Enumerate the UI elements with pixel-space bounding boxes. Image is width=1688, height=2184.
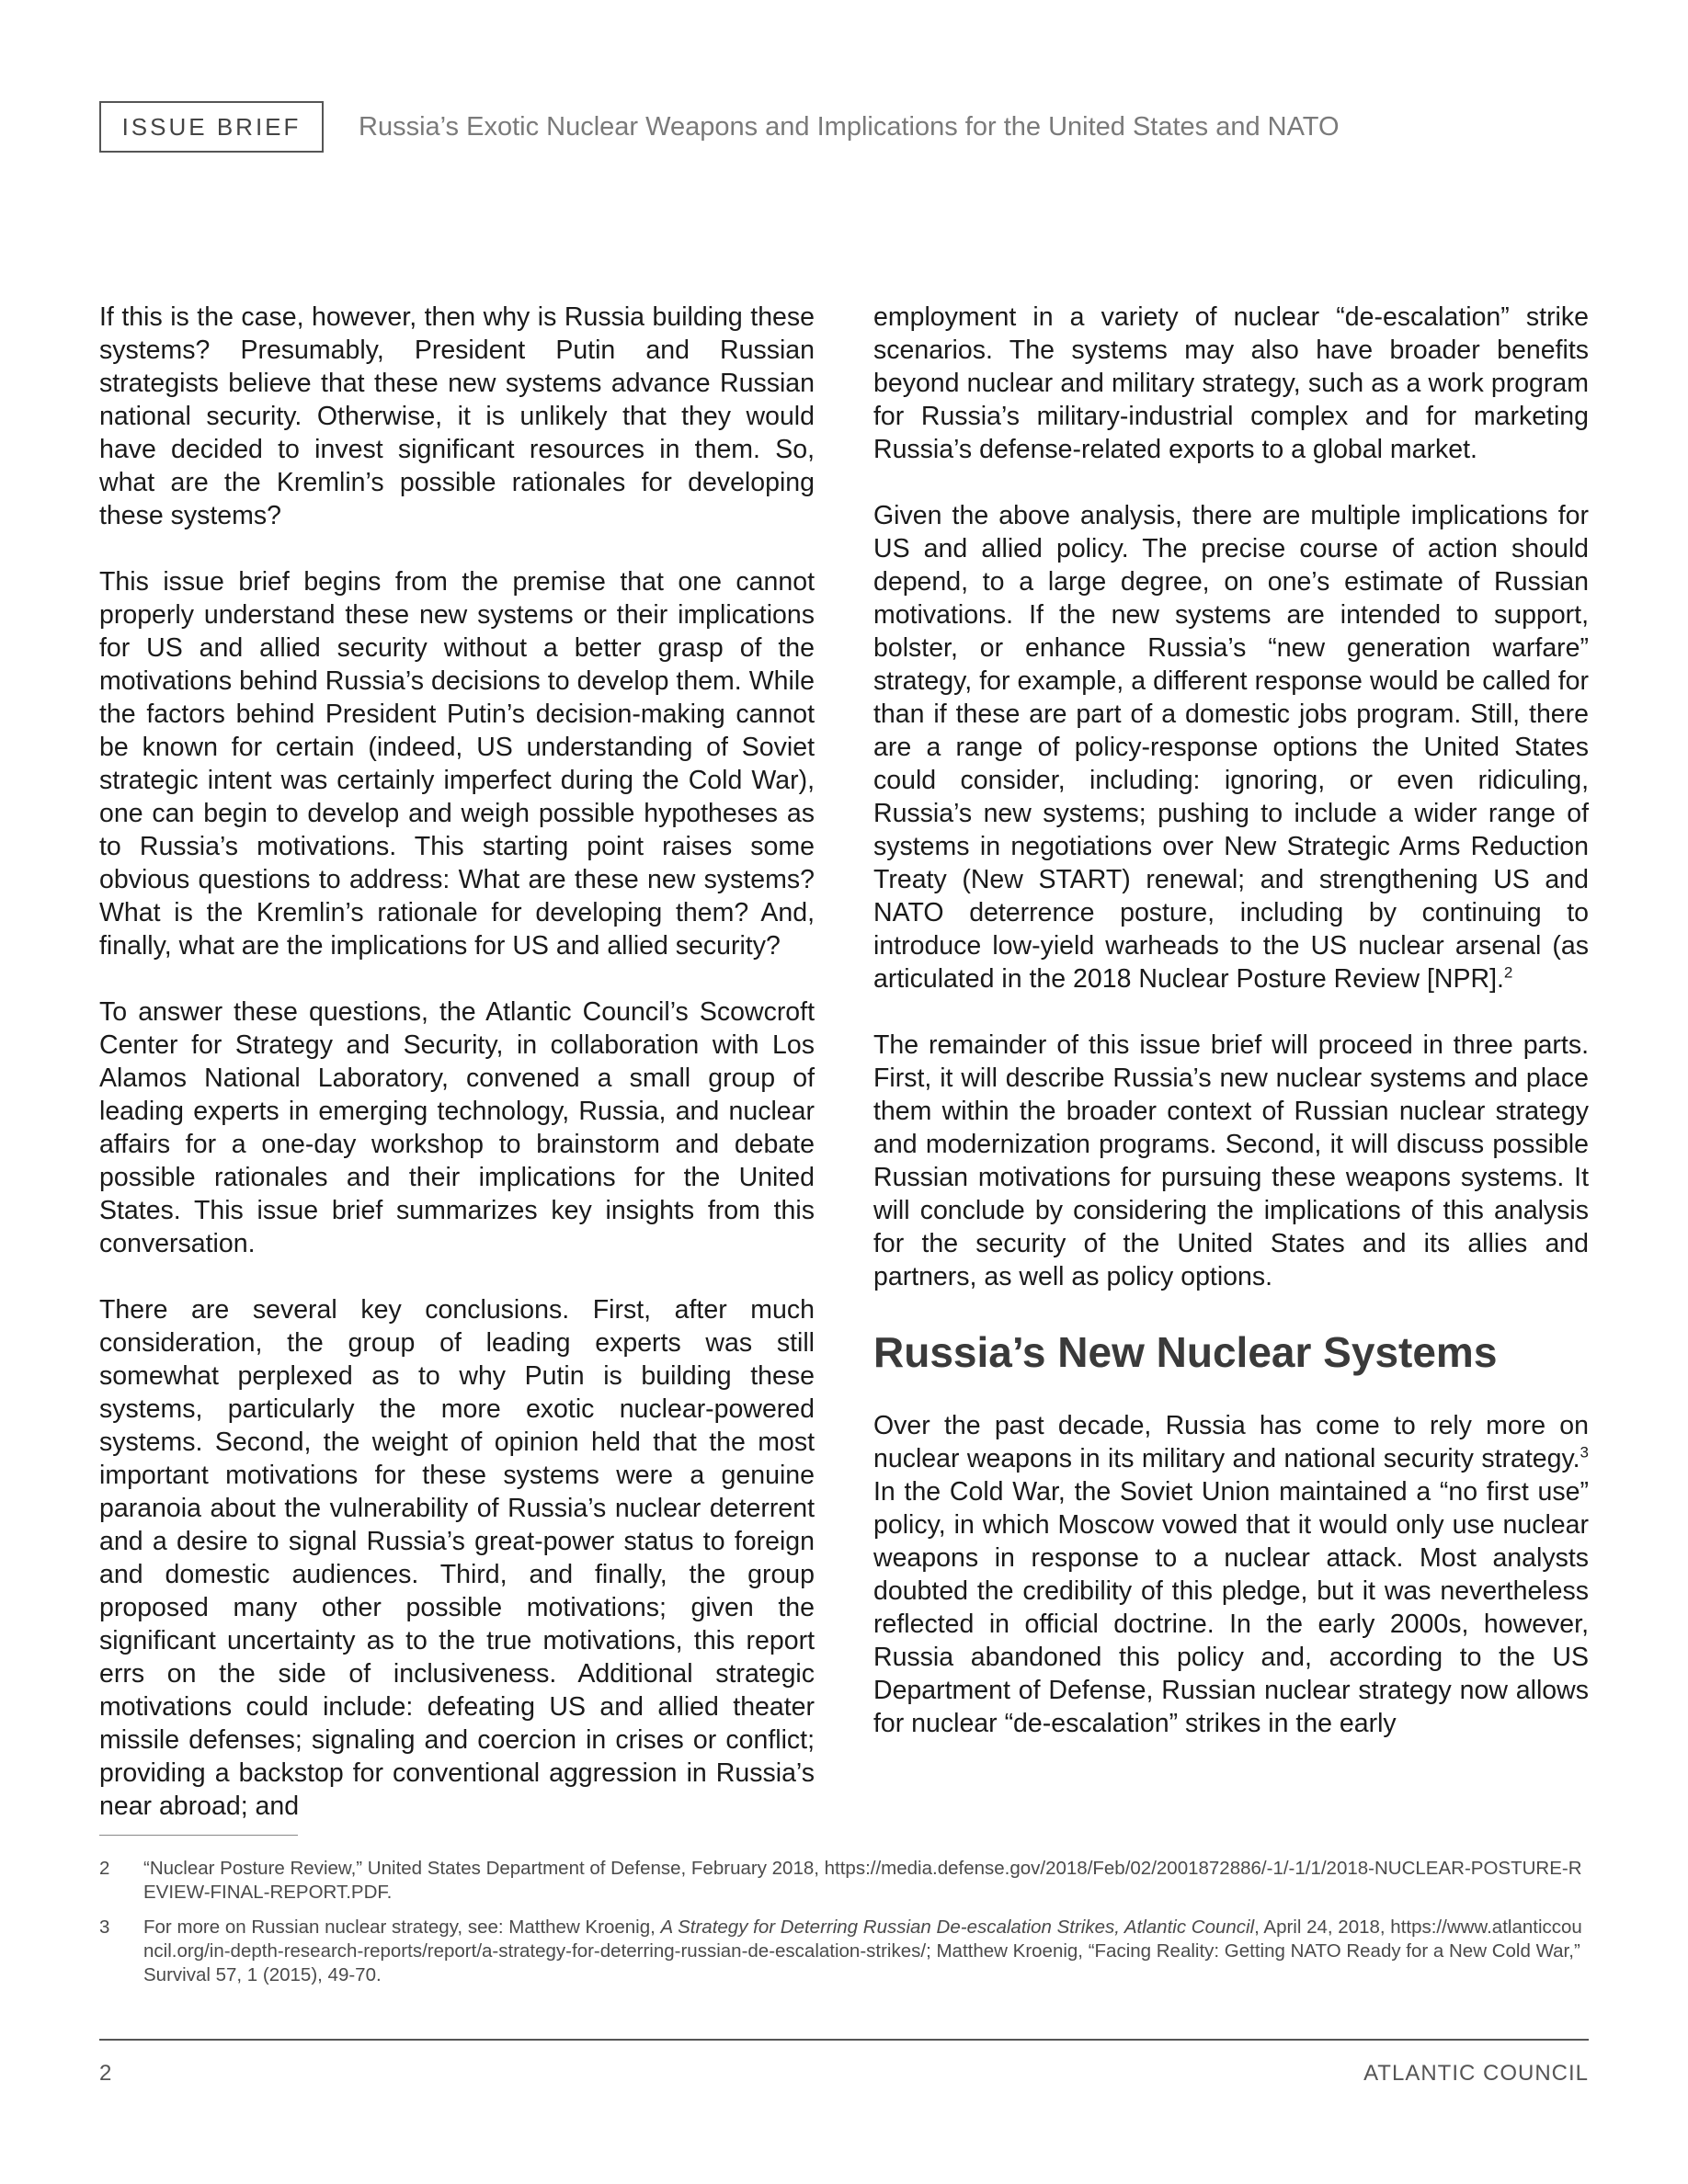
footnote-text-part: , April 24, 2018, https://www.atlanticcouncil.org/in-depth-research-reports/report/a-strategy-for-deterring-russian-de-escalation-strikes/; Matthew Kroenig, “Facing Reality: Getting NATO Ready for a New Cold War,” Survival 57, 1 (2015), 49-70.	[143, 1917, 1582, 1985]
footnote-ref[interactable]: 2	[1503, 963, 1513, 982]
footnote-citation-title: A Strategy for Deterring Russian De-escalation Strikes, Atlantic Council	[660, 1917, 1255, 1938]
right-column	[873, 301, 1589, 1773]
paragraph: This issue brief begins from the premise that one cannot properly understand these new systems or their implications for US and allied security without a better grasp of the motivations behind Russia’s decisions to develop them. While the factors behind President Putin’s decision-making cannot be known for certain (indeed, US understanding of Soviet strategic intent was certainly imperfect during the Cold War), one can begin to develop and weigh possible hypotheses as to Russia’s motivations. This starting point raises some obvious questions to address: What are these new systems? What is the Kremlin’s rationale for developing them? And, finally, what are the implications for US and allied security?	[99, 567, 815, 961]
paragraph: employment in a variety of nuclear “de-escalation” strike scenarios. The systems may also have broader benefits beyond nuclear and military strategy, such as a work program for Russia’s military-industrial complex and for marketing Russia’s defense-related exports to a global market.	[873, 302, 1589, 464]
paragraph-text: Over the past decade, Russia has come to rely more on nuclear weapons in its military and national security strategy.	[873, 1411, 1589, 1473]
footnote-number: 3	[99, 1917, 110, 1938]
left-column	[99, 301, 815, 1856]
footnote-text	[143, 1916, 1589, 1987]
paragraph	[873, 499, 1589, 995]
page-header	[99, 99, 1340, 154]
paragraph-text: Given the above analysis, there are multiple implications for US and allied policy. The precise course of action should depend, to a large degree, on one’s estimate of Russian motivations. If the new systems are intended to support, bolster, or enhance Russia’s “new generation warfare” strategy, for example, a different response would be called for than if these are part of a domestic jobs program. Still, there are a range of policy-response options the United States could consider, including: ignoring, or even ridiculing, Russia’s new systems; pushing to include a wider range of systems in negotiations over New Strategic Arms Reduction Treaty (New START) renewal; and strengthening US and NATO deterrence posture, including by continuing to introduce low-yield warheads to the US nuclear arsenal (as articulated in the 2018 Nuclear Posture Review [NPR].	[873, 501, 1589, 994]
issue-brief-badge: ISSUE BRIEF	[99, 101, 324, 153]
organization-name: ATLANTIC COUNCIL	[1363, 2061, 1589, 2086]
footnote-number: 2	[99, 1858, 110, 1879]
footnote-item	[99, 1857, 1589, 1905]
footnote-ref[interactable]: 3	[1580, 1443, 1589, 1462]
footnote-item	[99, 1916, 1589, 1987]
footnote-text-part: For more on Russian nuclear strategy, see: Matthew Kroenig,	[143, 1917, 661, 1938]
section-heading: Russia’s New Nuclear Systems	[873, 1328, 1498, 1376]
paragraph: There are several key conclusions. First, after much consideration, the group of leading experts was still somewhat perplexed as to why Putin is building these systems, particularly the more exotic nuclear-powered systems. Second, the weight of opinion held that the most important motivations for these systems were a genuine paranoia about the vulnerability of Russia’s nuclear deterrent and a desire to signal Russia’s great-power status to foreign and domestic audiences. Third, and finally, the group proposed many other possible motivations; given the significant uncertainty as to the true motivations, this report errs on the side of inclusiveness. Additional strategic motivations could include: defeating US and allied theater missile defenses; signaling and coercion in crises or conflict; providing a backstop for conventional aggression in Russia’s near abroad; and	[99, 1295, 815, 1821]
footnotes	[99, 1857, 1589, 1998]
footer-divider	[99, 2039, 1589, 2041]
paragraph: To answer these questions, the Atlantic Council’s Scowcroft Center for Strategy and Security, in collaboration with Los Alamos National Laboratory, convened a small group of leading experts in emerging technology, Russia, and nuclear affairs for a one-day workshop to brainstorm and debate possible rationales and their implications for the United States. This issue brief summarizes key insights from this conversation.	[99, 997, 815, 1258]
paragraph	[873, 1409, 1589, 1740]
footnote-text: “Nuclear Posture Review,” United States Department of Defense, February 2018, https://media.defense.gov/2018/Feb/02/2001872886/-1/-1/1/2018-NUCLEAR-POSTURE-REVIEW-FINAL-REPORT.PDF.	[143, 1858, 1582, 1903]
paragraph: If this is the case, however, then why is Russia building these systems? Presumably, President Putin and Russian strategists believe that these new systems advance Russian national security. Otherwise, it is unlikely that they would have decided to invest significant resources in them. So, what are the Kremlin’s possible rationales for developing these systems?	[99, 302, 815, 530]
document-title: Russia’s Exotic Nuclear Weapons and Implications for the United States and NATO	[359, 111, 1340, 142]
paragraph-text: In the Cold War, the Soviet Union maintained a “no first use” policy, in which Moscow vowed that it would only use nuclear weapons in response to a nuclear attack. Most analysts doubted the credibility of this pledge, but it was nevertheless reflected in official doctrine. In the early 2000s, however, Russia abandoned this policy and, according to the US Department of Defense, Russian nuclear strategy now allows for nuclear “de-escalation” strikes in the early	[873, 1477, 1589, 1738]
paragraph: The remainder of this issue brief will proceed in three parts. First, it will describe Russia’s new nuclear systems and place them within the broader context of Russian nuclear strategy and modernization programs. Second, it will discuss possible Russian motivations for pursuing these weapons systems. It will conclude by considering the implications of this analysis for the security of the United States and its allies and partners, as well as policy options.	[873, 1030, 1589, 1291]
footnote-divider	[99, 1835, 298, 1836]
page-number: 2	[99, 2061, 112, 2086]
